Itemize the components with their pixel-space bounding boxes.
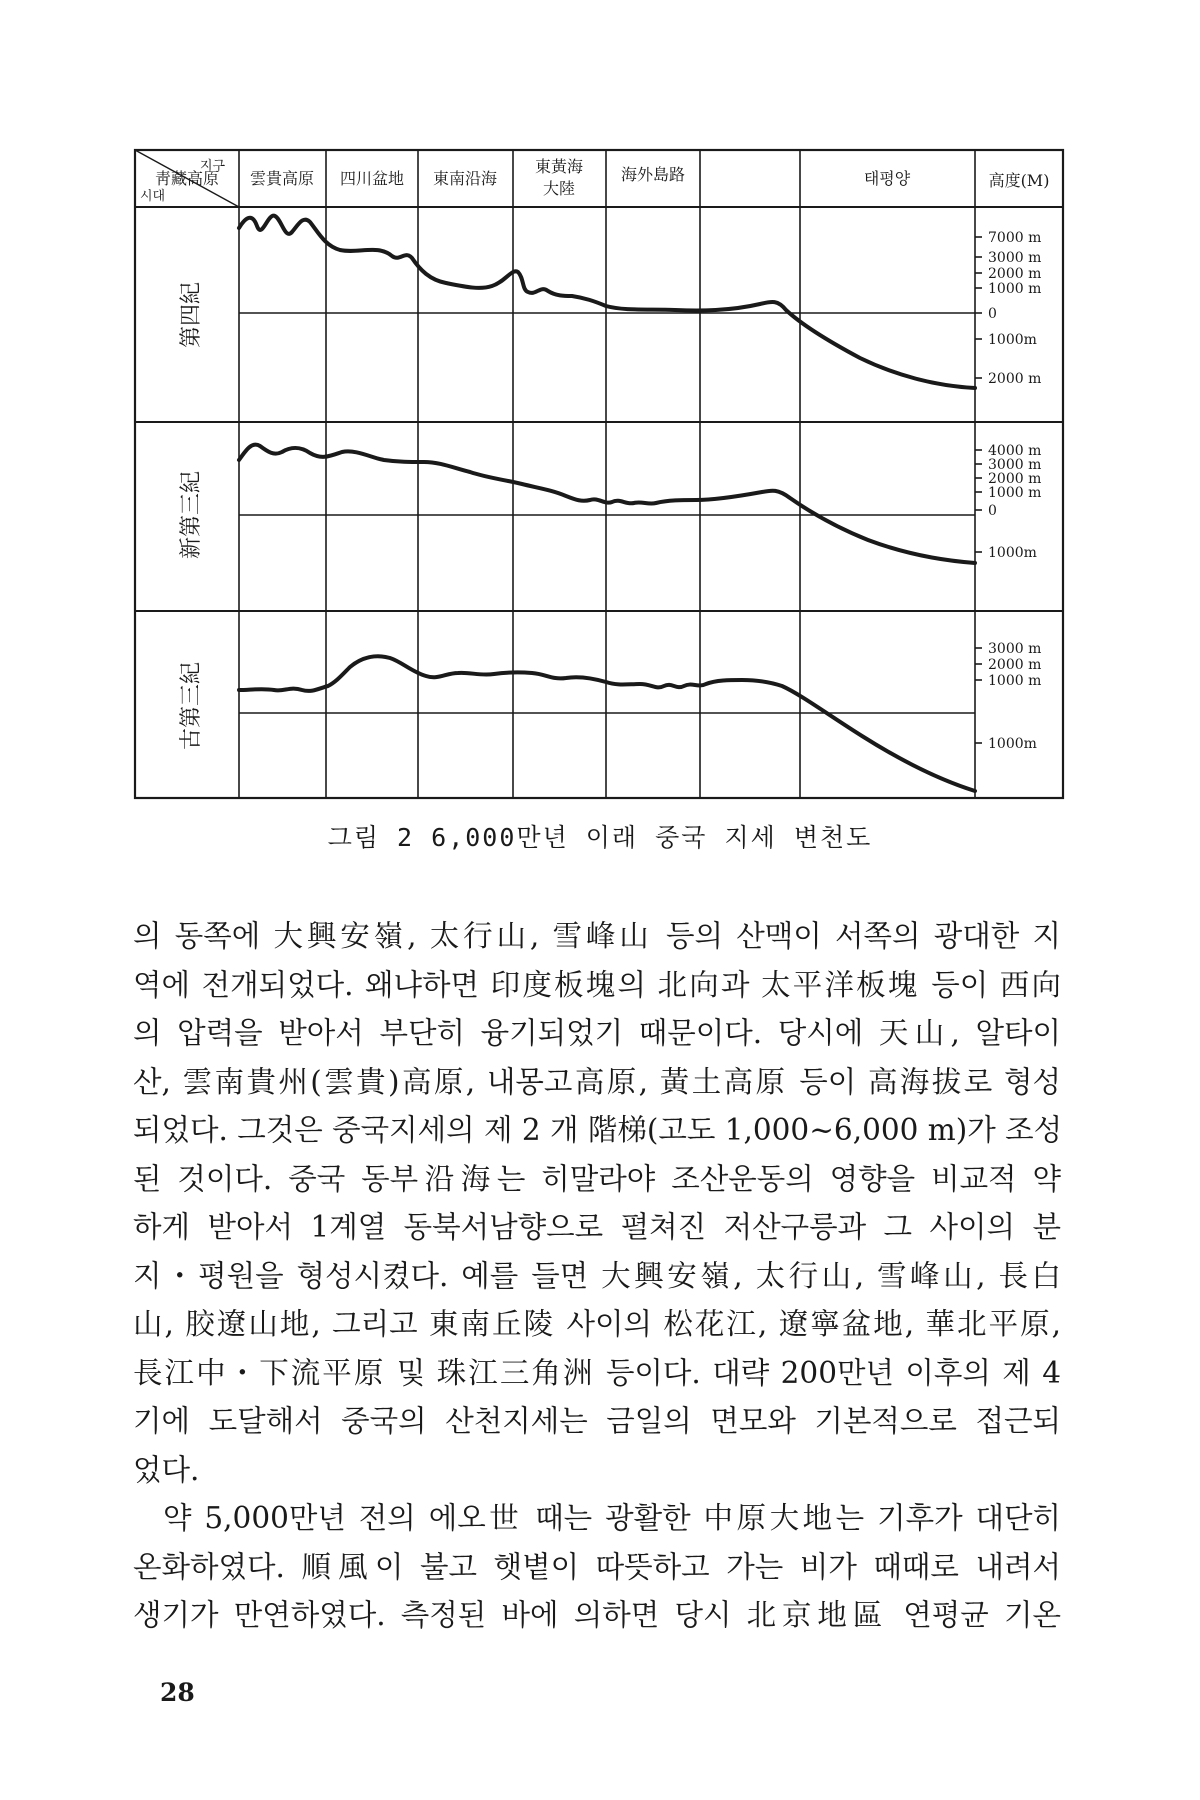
scale-label: 1000m — [988, 332, 1037, 348]
body-line: 하게 받아서 1계열 동북서남향으로 펼쳐진 저산구릉과 그 사이의 분 — [133, 1210, 1061, 1244]
body-line: 었다. — [133, 1452, 200, 1487]
scale-label: 3000 m — [988, 457, 1042, 473]
body-line: 약 5,000만년 전의 에오世 때는 광활한 中原大地는 기후가 대단히 — [163, 1501, 1061, 1535]
header-region-4-line2: 大陸 — [542, 179, 576, 198]
body-line: 山, 胶遼山地, 그리고 東南丘陵 사이의 松花江, 遼寧盆地, 華北平原, — [133, 1307, 1061, 1341]
profile-quaternary — [239, 216, 975, 388]
body-line: 의 압력을 받아서 부단히 융기되었기 때문이다. 당시에 天山, 알타이 — [133, 1016, 1061, 1050]
terrain-change-figure — [0, 0, 1200, 820]
corner-region-label: 지구 — [200, 159, 226, 174]
body-line: 온화하였다. 順風이 불고 햇볕이 따뜻하고 가는 비가 때때로 내려서 — [133, 1549, 1061, 1584]
terrain-profiles — [239, 216, 975, 791]
header-region-5: 海外島路 — [620, 165, 686, 184]
scale-label: 1000 m — [988, 281, 1042, 297]
scale-label: 4000 m — [988, 443, 1042, 459]
scale-label: 1000m — [988, 545, 1037, 561]
header-region-1: 雲貴高原 — [249, 169, 315, 188]
scale-label: 2000 m — [988, 266, 1042, 282]
scale-label: 0 — [988, 503, 997, 519]
body-line: 산, 雲南貴州(雲貴)高原, 내몽고高原, 黃土高原 등이 高海拔로 형성 — [133, 1064, 1061, 1099]
page-number: 28 — [160, 1678, 195, 1707]
scale-label: 2000 m — [988, 371, 1042, 387]
scale-label: 3000 m — [988, 641, 1042, 657]
body-line: 지・평원을 형성시켰다. 예를 들면 大興安嶺, 太行山, 雪峰山, 長白 — [133, 1258, 1061, 1293]
body-line: 되었다. 그것은 중국지세의 제 2 개 階梯(고도 1,000~6,000 m)가 조성 — [133, 1113, 1063, 1147]
header-region-6: 태평양 — [863, 169, 911, 188]
header-region-7: 高度(M) — [988, 171, 1050, 190]
scale-label: 2000 m — [988, 471, 1042, 487]
scale-label: 2000 m — [988, 657, 1042, 673]
corner-period-label: 시대 — [140, 189, 166, 204]
scale-label: 1000m — [988, 736, 1037, 752]
header-region-3: 東南沿海 — [432, 169, 498, 188]
period-label-1: 新第三紀 — [179, 470, 204, 560]
figure-frame — [135, 150, 1063, 798]
column-lines — [239, 150, 975, 798]
body-line: 된 것이다. 중국 동부沿海는 히말라야 조산운동의 영향을 비교적 약 — [133, 1161, 1061, 1196]
header-region-2: 四川盆地 — [339, 169, 405, 188]
body-text — [133, 912, 1061, 1640]
body-line: 의 동쪽에 大興安嶺, 太行山, 雪峰山 등의 산맥이 서쪽의 광대한 지 — [133, 919, 1061, 953]
scale-label: 1000 m — [988, 673, 1042, 689]
body-line: 기에 도달해서 중국의 산천지세는 금일의 면모와 기본적으로 접근되 — [133, 1404, 1061, 1438]
scale-label: 7000 m — [988, 230, 1042, 246]
header-region-4-line1: 東黃海 — [534, 157, 584, 176]
period-label-0: 第四紀 — [179, 281, 204, 349]
body-line: 역에 전개되었다. 왜냐하면 印度板塊의 北向과 太平洋板塊 등이 西向 — [133, 967, 1061, 1002]
header-region-4 — [535, 157, 583, 198]
scale-label: 3000 m — [988, 250, 1042, 266]
altitude-scales — [975, 230, 1041, 752]
profile-paleogene — [239, 656, 975, 791]
profile-neogene — [239, 445, 975, 563]
header-region-0: 靑藏高原 — [154, 169, 220, 188]
body-line: 長江中・下流平原 및 珠江三角洲 등이다. 대략 200만년 이후의 제 4 — [133, 1355, 1061, 1390]
body-line: 생기가 만연하였다. 측정된 바에 의하면 당시 北京地區 연평균 기온 — [133, 1598, 1061, 1632]
scale-label: 1000 m — [988, 485, 1042, 501]
scale-label: 0 — [988, 306, 997, 322]
period-label-2: 古第三紀 — [179, 661, 204, 751]
sea-level-lines — [239, 313, 975, 713]
figure-caption: 그림 2 6,000만년 이래 중국 지세 변천도 — [327, 823, 873, 852]
